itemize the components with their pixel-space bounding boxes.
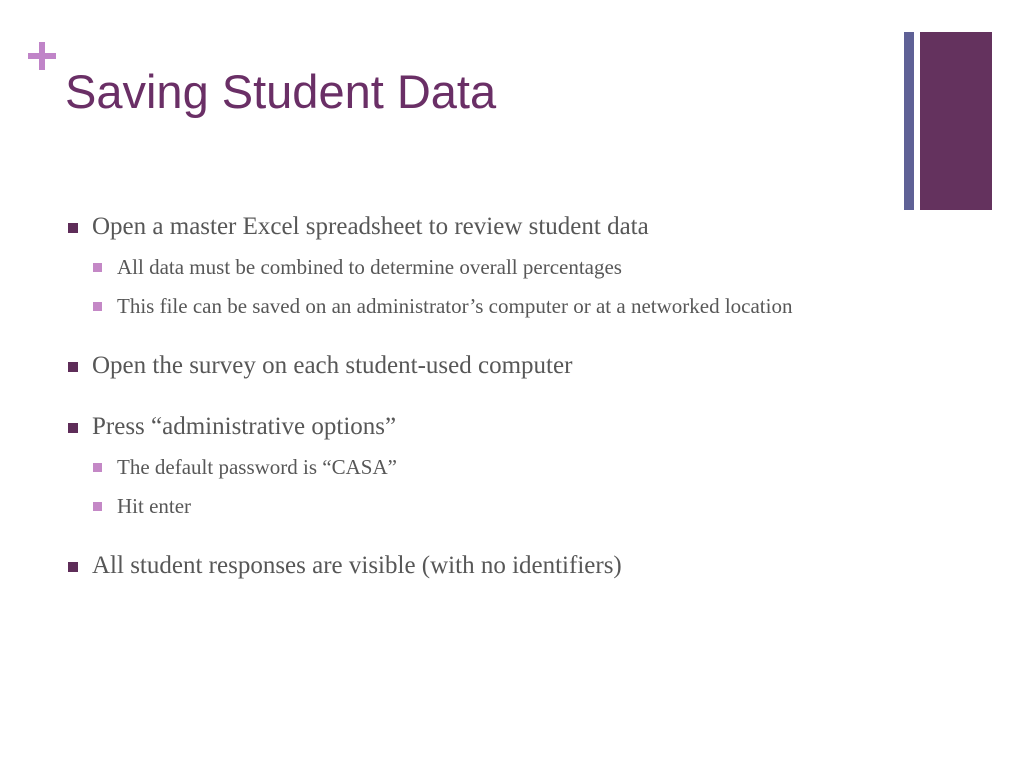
sub-bullet-item — [92, 291, 858, 321]
bullet-list — [68, 210, 858, 582]
sub-bullet-list — [92, 452, 858, 521]
bullet-text: Open a master Excel spreadsheet to review student data — [92, 213, 649, 240]
bullet-text: All student responses are visible (with no identifiers) — [92, 552, 622, 579]
sub-bullet-text: Hit enter — [117, 494, 192, 518]
square-bullet-icon — [93, 263, 102, 272]
slide-title: Saving Student Data — [65, 65, 497, 118]
bullet-item — [68, 349, 858, 382]
sub-bullet-list — [92, 252, 858, 321]
sub-bullet-item — [92, 452, 858, 482]
bullet-item — [68, 410, 858, 521]
bullet-text: Open the survey on each student-used computer — [92, 352, 573, 379]
sub-bullet-text: This file can be saved on an administrator’s computer or at a networked location — [117, 294, 793, 318]
bullet-text: Press “administrative options” — [92, 413, 397, 440]
square-bullet-icon — [68, 423, 78, 433]
square-bullet-icon — [93, 302, 102, 311]
accent-bar-thick — [920, 32, 992, 210]
bullet-item — [68, 549, 858, 582]
sub-bullet-text: The default password is “CASA” — [117, 455, 397, 479]
bullet-item — [68, 210, 858, 321]
square-bullet-icon — [93, 502, 102, 511]
square-bullet-icon — [68, 223, 78, 233]
sub-bullet-item — [92, 491, 858, 521]
square-bullet-icon — [93, 463, 102, 472]
sub-bullet-item — [92, 252, 858, 282]
square-bullet-icon — [68, 562, 78, 572]
sub-bullet-text: All data must be combined to determine overall percentages — [117, 255, 622, 279]
square-bullet-icon — [68, 362, 78, 372]
accent-bar-thin — [904, 32, 914, 210]
plus-icon — [28, 42, 56, 70]
